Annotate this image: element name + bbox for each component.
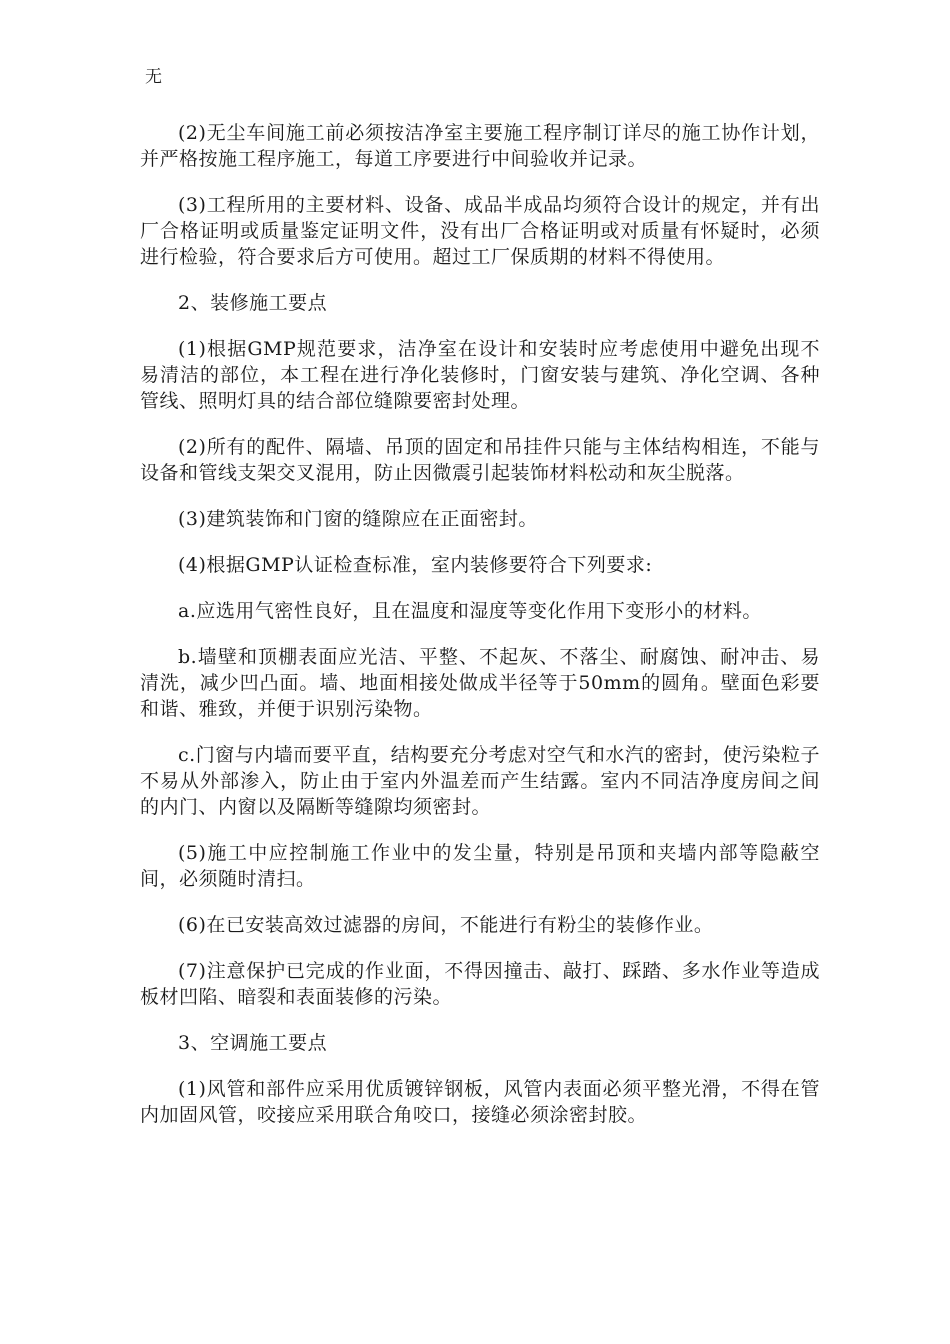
section-heading: 3、空调施工要点	[178, 1032, 328, 1054]
paragraph: (4)根据GMP认证检查标准，室内装修要符合下列要求:	[178, 554, 653, 576]
paragraph: (3)工程所用的主要材料、设备、成品半成品均须符合设计的规定，并有出厂合格证明或质量鉴定证明文件，没有出厂合格证明或对质量有怀疑时，必须进行检验，符合要求后方可使用。超过工厂保质期的材料不得使用。	[140, 194, 820, 268]
paragraph: (6)在已安装高效过滤器的房间，不能进行有粉尘的装修作业。	[178, 914, 714, 936]
paragraph: (5)施工中应控制施工作业中的发尘量，特别是吊顶和夹墙内部等隐蔽空间，必须随时清扫。	[140, 842, 820, 890]
paragraph: (2)所有的配件、隔墙、吊顶的固定和吊挂件只能与主体结构相连，不能与设备和管线支架交叉混用，防止因微震引起装饰材料松动和灰尘脱落。	[140, 436, 820, 484]
paragraph: c.门窗与内墙而要平直，结构要充分考虑对空气和水汽的密封，使污染粒子不易从外部渗入，防止由于室内外温差而产生结露。室内不同洁净度房间之间的内门、内窗以及隔断等缝隙均须密封。	[140, 744, 820, 818]
section-heading: 2、装修施工要点	[178, 292, 328, 314]
paragraph: (7)注意保护已完成的作业面，不得因撞击、敲打、踩踏、多水作业等造成板材凹陷、暗裂和表面装修的污染。	[140, 960, 820, 1008]
page-header: 无	[145, 67, 162, 87]
paragraph: (1)根据GMP规范要求，洁净室在设计和安装时应考虑使用中避免出现不易清洁的部位，本工程在进行净化装修时，门窗安装与建筑、净化空调、各种管线、照明灯具的结合部位缝隙要密封处理。	[140, 338, 820, 412]
document-body	[140, 120, 820, 1148]
paragraph: (1)风管和部件应采用优质镀锌钢板，风管内表面必须平整光滑，不得在管内加固风管，咬接应采用联合角咬口，接缝必须涂密封胶。	[140, 1078, 820, 1126]
paragraph: b.墙壁和顶棚表面应光洁、平整、不起灰、不落尘、耐腐蚀、耐冲击、易清洗，减少凹凸面。墙、地面相接处做成半径等于50mm的圆角。壁面色彩要和谐、雅致，并便于识别污染物。	[140, 646, 820, 720]
paragraph: a.应选用气密性良好，且在温度和湿度等变化作用下变形小的材料。	[178, 600, 762, 622]
paragraph: (3)建筑装饰和门窗的缝隙应在正面密封。	[178, 508, 538, 530]
paragraph: (2)无尘车间施工前必须按洁净室主要施工程序制订详尽的施工协作计划，并严格按施工程序施工，每道工序要进行中间验收并记录。	[140, 122, 820, 170]
